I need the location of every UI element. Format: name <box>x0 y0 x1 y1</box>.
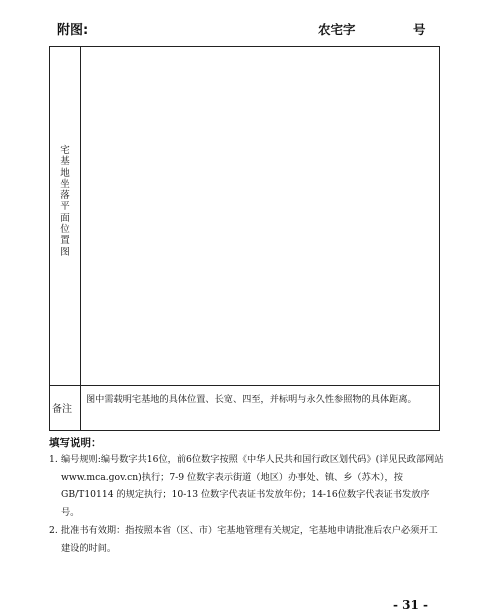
page-number: - 31 - <box>393 598 429 612</box>
instructions-title: 填写说明： <box>49 437 102 449</box>
attached-figure-label: 附图: <box>57 23 89 38</box>
site-plan-table <box>49 46 440 431</box>
note-text: 图中需载明宅基地的具体位置、长宽、四至，并标明与永久性参照物的具体距离。 <box>86 394 417 405</box>
certificate-code-prefix: 农宅字 <box>318 22 356 37</box>
label-char: 宅 <box>60 145 70 156</box>
instruction-text: 编号规则:编号数字共16位，前6位数字按照《中华人民共和国行政区划代码》(详见民政部网站 www.mca.gov.cn)执行；7-9 位数字表示街道（地区）办事处、镇、乡（苏木），按 GB/T10114 的规定执行；10-13 位数字代表证书发放年份；14-16位数字代表证书发放序号。 <box>61 454 444 519</box>
label-char: 坐 <box>60 178 70 190</box>
label-char: 地 <box>60 167 70 179</box>
label-char: 面 <box>60 212 70 224</box>
label-char: 置 <box>60 235 70 247</box>
table-row-divider <box>49 385 440 386</box>
instruction-item <box>49 451 444 522</box>
instruction-text: 批准书有效期：指按照本省（区、市）宅基地管理有关规定，宅基地申请批准后农户必须开工建设的时间。 <box>61 525 438 554</box>
table-column-divider <box>80 47 81 431</box>
label-char: 位 <box>60 224 70 236</box>
site-plan-vertical-label <box>56 145 74 258</box>
instruction-item <box>49 522 444 557</box>
label-char: 图 <box>60 246 70 258</box>
instruction-number: 2. <box>49 525 58 536</box>
label-char: 落 <box>60 190 70 202</box>
note-label: 备注 <box>52 404 72 415</box>
label-char: 平 <box>60 201 70 213</box>
label-char: 基 <box>60 156 70 168</box>
certificate-code-suffix: 号 <box>413 22 426 37</box>
instruction-number: 1. <box>49 454 58 465</box>
